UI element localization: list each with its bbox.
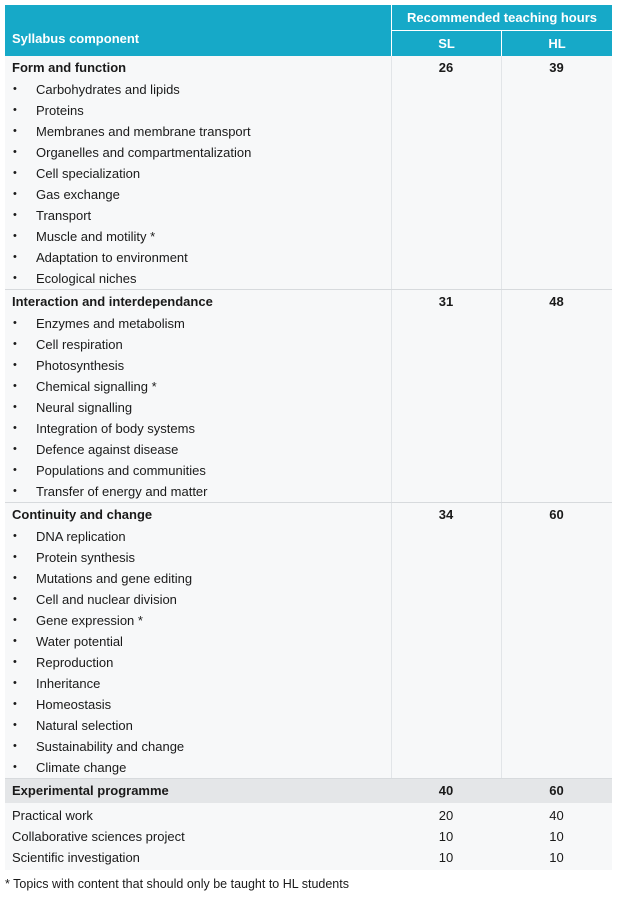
- experimental-row-label: Practical work: [12, 808, 93, 823]
- experimental-row: [5, 826, 612, 847]
- topic-item: • Transfer of energy and matter: [5, 481, 612, 502]
- topic-item: • Adaptation to environment: [5, 247, 612, 268]
- section-title: Form and function: [12, 60, 127, 75]
- topic-item: • Chemical signalling *: [5, 376, 612, 397]
- header-sl: SL: [391, 31, 501, 56]
- topic-list: [5, 313, 612, 502]
- section-title-row: [5, 503, 612, 526]
- topic-item: • Reproduction: [5, 652, 612, 673]
- topic-item: • Cell respiration: [5, 334, 612, 355]
- topic-item: • Sustainability and change: [5, 736, 612, 757]
- section-hl-hours: 48: [549, 294, 564, 309]
- topic-item: • Mutations and gene editing: [5, 568, 612, 589]
- header-syllabus-component: Syllabus component: [12, 31, 140, 46]
- topic-item: • Protein synthesis: [5, 547, 612, 568]
- experimental-row-sl: 10: [438, 829, 454, 844]
- section-title: Interaction and interdependance: [12, 294, 213, 309]
- section-hl-hours: 60: [549, 507, 564, 522]
- topic-item: • Inheritance: [5, 673, 612, 694]
- topic-item: • Homeostasis: [5, 694, 612, 715]
- experimental-row-sl: 10: [438, 850, 454, 865]
- topic-item: • Gene expression *: [5, 610, 612, 631]
- experimental-programme-details: [5, 803, 612, 870]
- experimental-row: [5, 847, 612, 868]
- experimental-sl-hours: 40: [438, 783, 454, 798]
- section-title-row: [5, 56, 612, 79]
- syllabus-section: [5, 503, 612, 779]
- section-title: Continuity and change: [12, 507, 153, 522]
- topic-item: • Transport: [5, 205, 612, 226]
- topic-list: [5, 526, 612, 778]
- footnote: * Topics with content that should only be taught to HL students: [5, 877, 349, 891]
- experimental-row-hl: 10: [549, 829, 564, 844]
- topic-item: • Gas exchange: [5, 184, 612, 205]
- topic-item: • Muscle and motility *: [5, 226, 612, 247]
- topic-item: • Membranes and membrane transport: [5, 121, 612, 142]
- topic-item: • Defence against disease: [5, 439, 612, 460]
- topic-item: • Climate change: [5, 757, 612, 778]
- topic-item: • Carbohydrates and lipids: [5, 79, 612, 100]
- experimental-row: [5, 805, 612, 826]
- topic-item: • Organelles and compartmentalization: [5, 142, 612, 163]
- experimental-row-hl: 10: [549, 850, 564, 865]
- syllabus-section: [5, 290, 612, 503]
- section-sl-hours: 34: [438, 507, 454, 522]
- topic-item: • Ecological niches: [5, 268, 612, 289]
- topic-item: • Enzymes and metabolism: [5, 313, 612, 334]
- experimental-hl-hours: 60: [549, 783, 564, 798]
- experimental-row-label: Collaborative sciences project: [12, 829, 185, 844]
- topic-item: • Neural signalling: [5, 397, 612, 418]
- syllabus-table: [5, 5, 612, 870]
- experimental-row-hl: 40: [549, 808, 564, 823]
- topic-item: • Proteins: [5, 100, 612, 121]
- syllabus-section: [5, 56, 612, 290]
- experimental-row-sl: 20: [438, 808, 454, 823]
- topic-item: • DNA replication: [5, 526, 612, 547]
- topic-item: • Natural selection: [5, 715, 612, 736]
- experimental-programme-row: [5, 779, 612, 803]
- table-header: [5, 5, 612, 56]
- header-recommended-hours: Recommended teaching hours: [391, 5, 612, 31]
- section-hl-hours: 39: [549, 60, 564, 75]
- topic-list: [5, 79, 612, 289]
- section-sl-hours: 26: [438, 60, 454, 75]
- topic-item: • Integration of body systems: [5, 418, 612, 439]
- topic-item: • Photosynthesis: [5, 355, 612, 376]
- topic-item: • Water potential: [5, 631, 612, 652]
- experimental-programme-title: Experimental programme: [12, 783, 169, 798]
- section-sl-hours: 31: [438, 294, 454, 309]
- topic-item: • Cell specialization: [5, 163, 612, 184]
- section-title-row: [5, 290, 612, 313]
- header-hl: HL: [501, 31, 612, 56]
- sections-container: [5, 56, 612, 779]
- topic-item: • Populations and communities: [5, 460, 612, 481]
- experimental-row-label: Scientific investigation: [12, 850, 140, 865]
- topic-item: • Cell and nuclear division: [5, 589, 612, 610]
